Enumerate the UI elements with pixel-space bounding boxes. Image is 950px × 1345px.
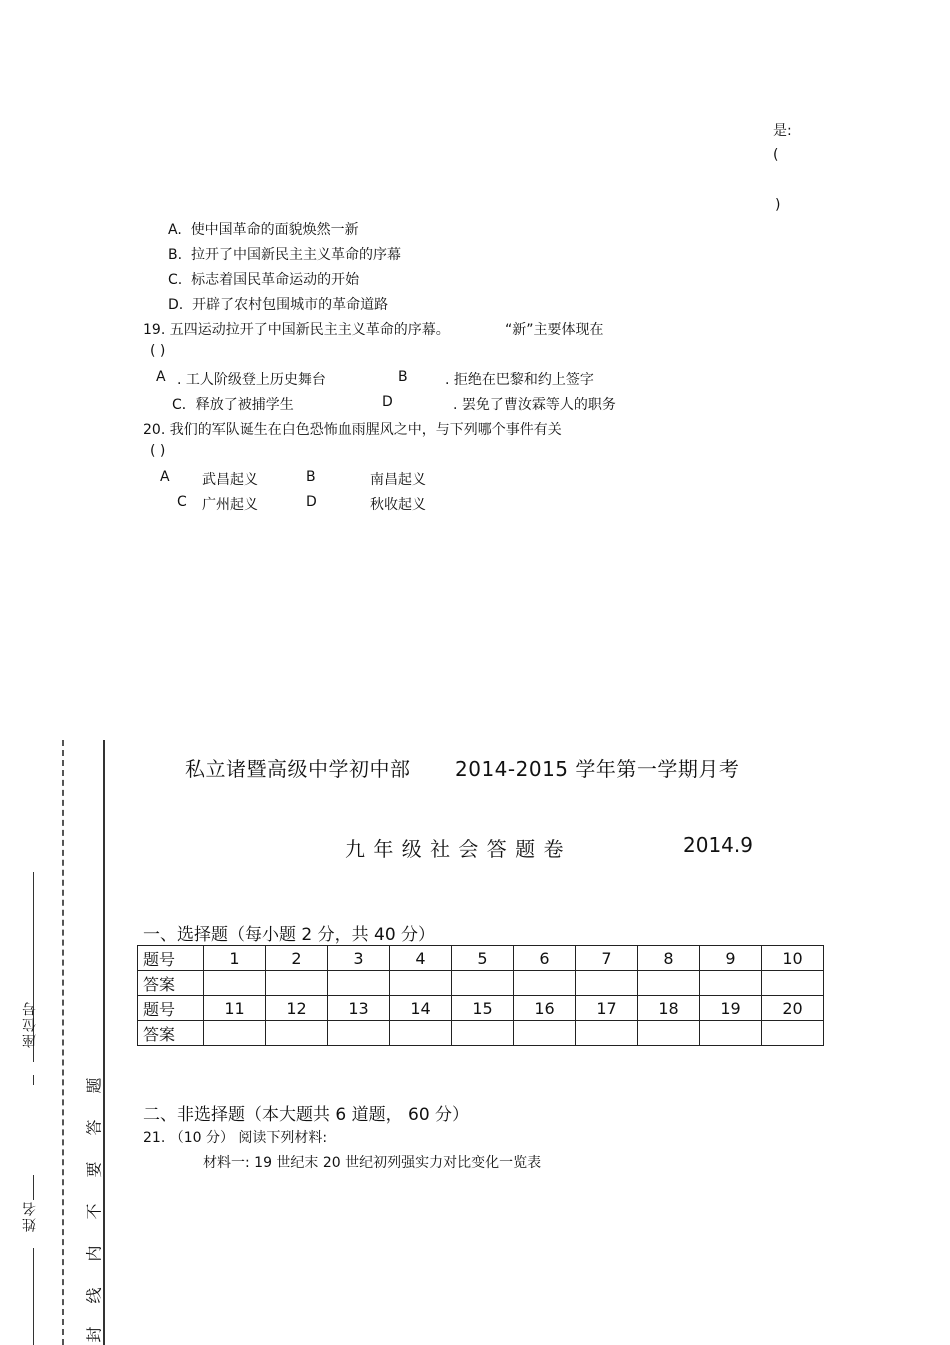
q20-a-text: 武昌起义 <box>202 472 258 488</box>
option-letter: B. <box>168 247 183 263</box>
seal-char: 内 <box>84 1245 104 1262</box>
seal-char: 线 <box>84 1287 104 1304</box>
answer-cell[interactable] <box>762 971 824 996</box>
option-c <box>168 269 359 289</box>
table-row <box>138 996 824 1021</box>
q20-stem: 20. 我们的军队诞生在白色恐怖血雨腥风之中，与下列哪个事件有关 <box>143 422 562 438</box>
answer-cell[interactable] <box>266 1021 328 1046</box>
q19-a-letter: A <box>156 369 166 385</box>
seal-char: 封 <box>84 1326 104 1343</box>
sheet-title-term: 2014-2015 学年第一学期月考 <box>455 757 740 781</box>
seal-char: 不 <box>84 1203 104 1220</box>
section-1-heading: 一、选择题（每小题 2 分，共 40 分） <box>143 925 436 945</box>
answer-cell[interactable] <box>328 971 390 996</box>
q20-d-text: 秋收起义 <box>370 497 426 513</box>
seal-char: 题 <box>84 1077 104 1094</box>
option-text: 开辟了农村包围城市的革命道路 <box>192 297 389 313</box>
answer-table <box>137 945 824 1046</box>
q20-a-letter: A <box>160 469 170 485</box>
question-number: 11 <box>204 996 266 1021</box>
option-text: 标志着国民革命运动的开始 <box>191 272 360 288</box>
answer-cell[interactable] <box>638 971 700 996</box>
q20-b-text: 南昌起义 <box>370 472 426 488</box>
question-number: 20 <box>762 996 824 1021</box>
answer-cell[interactable] <box>452 971 514 996</box>
q20-b-letter: B <box>306 469 316 485</box>
seal-char: 答 <box>84 1119 104 1136</box>
question-number: 16 <box>514 996 576 1021</box>
option-letter: C. <box>168 272 183 288</box>
table-row <box>138 971 824 996</box>
question-number: 18 <box>638 996 700 1021</box>
answer-cell[interactable] <box>576 971 638 996</box>
sheet-date: 2014.9 <box>683 833 753 857</box>
question-number: 2 <box>266 946 328 971</box>
answer-cell[interactable] <box>204 1021 266 1046</box>
name-underline-top <box>33 1175 34 1200</box>
q20-d-letter: D <box>306 494 317 510</box>
question-number: 13 <box>328 996 390 1021</box>
answer-cell[interactable] <box>328 1021 390 1046</box>
q19-a-text: . 工人阶级登上历史舞台 <box>177 372 326 388</box>
q19-c-text: C．释放了被捕学生 <box>172 397 294 413</box>
question-number: 10 <box>762 946 824 971</box>
sheet-subtitle: 九 年 级 社 会 答 题 卷 <box>345 837 565 861</box>
option-text: 使中国革命的面貌焕然一新 <box>190 222 359 238</box>
question-number: 1 <box>204 946 266 971</box>
name-label: 姓名 <box>22 1200 38 1232</box>
material-1-title: 材料一: 19 世纪末 20 世纪初列强实力对比变化一览表 <box>203 1155 542 1171</box>
q19-d-letter: D <box>382 394 393 410</box>
question-number: 3 <box>328 946 390 971</box>
answer-cell[interactable] <box>762 1021 824 1046</box>
dashed-binding-line <box>62 740 64 1345</box>
question-number: 14 <box>390 996 452 1021</box>
answer-cell[interactable] <box>390 971 452 996</box>
row-label: 题号 <box>138 996 204 1021</box>
option-text: 拉开了中国新民主主义革命的序幕 <box>190 247 401 263</box>
question-number: 12 <box>266 996 328 1021</box>
q19-b-letter: B <box>398 369 408 385</box>
option-d <box>168 294 388 314</box>
row-label: 题号 <box>138 946 204 971</box>
q19-d-text: . 罢免了曹汝霖等人的职务 <box>453 397 616 413</box>
row-label: 答案 <box>138 971 204 996</box>
q21-stem: 21. （10 分） 阅读下列材料: <box>143 1130 328 1146</box>
question-number: 8 <box>638 946 700 971</box>
answer-cell[interactable] <box>514 971 576 996</box>
option-letter: D. <box>168 297 184 313</box>
table-row <box>138 946 824 971</box>
answer-cell[interactable] <box>266 971 328 996</box>
name-underline <box>33 1248 34 1345</box>
seal-char: 要 <box>84 1161 104 1178</box>
table-row <box>138 1021 824 1046</box>
seat-underline-tail <box>33 1075 34 1085</box>
option-b <box>168 244 401 264</box>
q19-paren: ( ) <box>150 343 166 359</box>
q20-c-text: 广州起义 <box>202 497 258 513</box>
answer-cell[interactable] <box>390 1021 452 1046</box>
answer-cell[interactable] <box>638 1021 700 1046</box>
paren-open: ( <box>773 147 779 163</box>
question-number: 4 <box>390 946 452 971</box>
row-label: 答案 <box>138 1021 204 1046</box>
shi-fragment: 是: <box>773 123 792 139</box>
answer-cell[interactable] <box>700 1021 762 1046</box>
section-2-heading: 二、非选择题（本大题共 6 道题， 60 分） <box>143 1105 470 1125</box>
question-number: 19 <box>700 996 762 1021</box>
option-a <box>168 219 359 239</box>
question-number: 7 <box>576 946 638 971</box>
q19-b-text: . 拒绝在巴黎和约上签字 <box>445 372 594 388</box>
answer-cell[interactable] <box>452 1021 514 1046</box>
answer-cell[interactable] <box>576 1021 638 1046</box>
question-number: 17 <box>576 996 638 1021</box>
q19-stem-2: “新”主要体现在 <box>505 322 604 338</box>
q20-c-letter: C <box>177 494 187 510</box>
q20-paren: ( ) <box>150 443 166 459</box>
seat-label: 座位号 <box>22 1000 38 1048</box>
option-letter: A. <box>168 222 182 238</box>
question-number: 15 <box>452 996 514 1021</box>
answer-cell[interactable] <box>514 1021 576 1046</box>
question-number: 5 <box>452 946 514 971</box>
answer-cell[interactable] <box>700 971 762 996</box>
sheet-title-school: 私立诸暨高级中学初中部 <box>185 757 411 781</box>
question-number: 9 <box>700 946 762 971</box>
answer-cell[interactable] <box>204 971 266 996</box>
paren-close: ) <box>775 197 781 213</box>
q19-stem: 19. 五四运动拉开了中国新民主主义革命的序幕。 <box>143 322 450 338</box>
question-number: 6 <box>514 946 576 971</box>
